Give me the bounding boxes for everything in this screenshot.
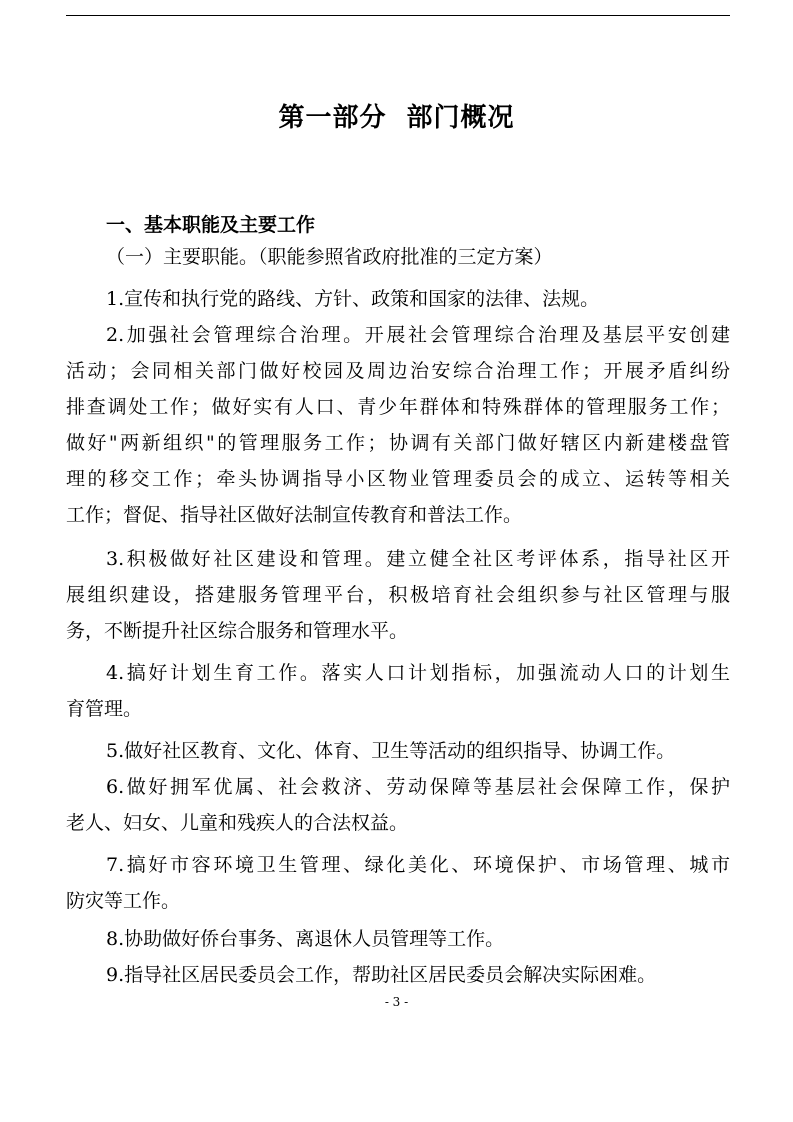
paragraph-line: 7.搞好市容环境卫生管理、绿化美化、环境保护、市场管理、城市 [106,854,730,876]
subheading: （一）主要职能。（职能参照省政府批准的三定方案） [106,246,553,268]
paragraph-line: 防灾等工作。 [66,890,181,912]
paragraph-line: 1.宣传和执行党的路线、方针、政策和国家的法律、法规。 [106,288,600,310]
paragraph-line: 做好"两新组织"的管理服务工作；协调有关部门做好辖区内新建楼盘管 [66,432,730,454]
page-number: - 3 - [384,995,409,1009]
paragraph-line: 4.搞好计划生育工作。落实人口计划指标，加强流动人口的计划生 [106,662,730,684]
paragraph-line: 理的移交工作；牵头协调指导小区物业管理委员会的成立、运转等相关 [66,468,730,490]
paragraph-line: 展组织建设，搭建服务管理平台，积极培育社会组织参与社区管理与服 [66,584,730,606]
section-heading: 一、基本职能及主要工作 [106,214,316,236]
paragraph-line: 育管理。 [66,698,143,720]
paragraph-line: 活动；会同相关部门做好校园及周边治安综合治理工作；开展矛盾纠纷 [66,360,730,382]
paragraph-line: 工作；督促、指导社区做好法制宣传教育和普法工作。 [66,504,523,526]
paragraph-line: 5.做好社区教育、文化、体育、卫生等活动的组织指导、协调工作。 [106,740,676,762]
paragraph-line: 3.积极做好社区建设和管理。建立健全社区考评体系，指导社区开 [106,548,730,570]
paragraph-line: 9.指导社区居民委员会工作，帮助社区居民委员会解决实际困难。 [106,964,657,986]
paragraph-line: 8.协助做好侨台事务、离退休人员管理等工作。 [106,928,505,950]
paragraph-line: 2.加强社会管理综合治理。开展社会管理综合治理及基层平安创建 [106,324,730,346]
paragraph-line: 务，不断提升社区综合服务和管理水平。 [66,620,409,642]
paragraph-line: 6.做好拥军优属、社会救济、劳动保障等基层社会保障工作，保护 [106,776,730,798]
paragraph-line: 老人、妇女、儿童和残疾人的合法权益。 [66,812,409,834]
paragraph-line: 排查调处工作；做好实有人口、青少年群体和特殊群体的管理服务工作； [66,396,730,418]
page-title: 第一部分 部门概况 [278,103,515,133]
